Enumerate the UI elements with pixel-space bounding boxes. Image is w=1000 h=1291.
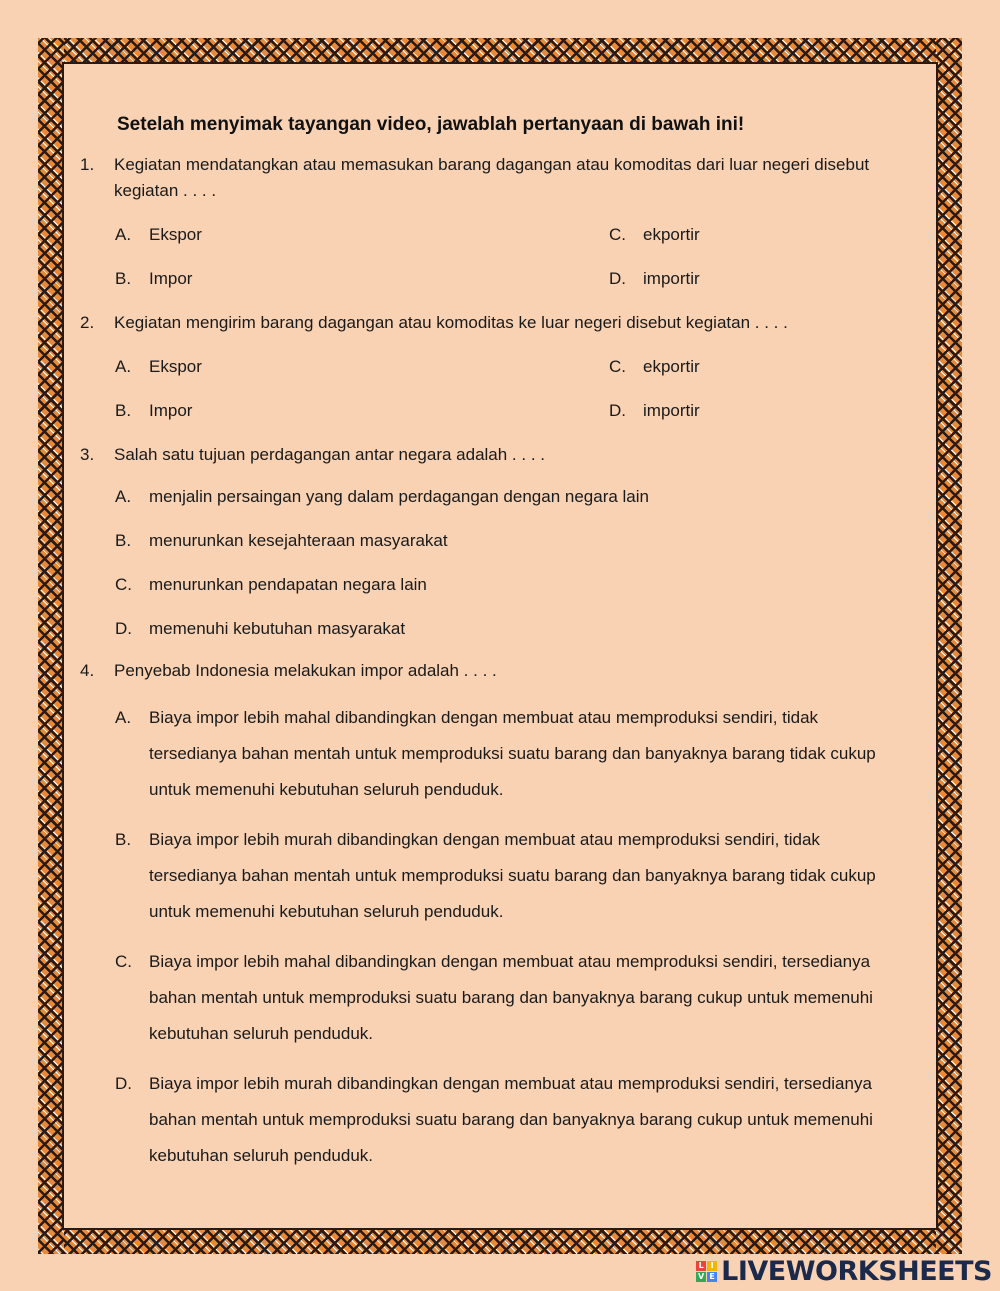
option-text: memenuhi kebutuhan masyarakat: [149, 619, 406, 638]
worksheet-title: Setelah menyimak tayangan video, jawablah pertanyaan di bawah ini!: [117, 114, 745, 135]
question-text: Penyebab Indonesia melakukan impor adalah . . . .: [114, 661, 497, 680]
option-letter: A.: [115, 487, 132, 506]
option-letter: D.: [115, 1074, 132, 1093]
question-text: Salah satu tujuan perdagangan antar negara adalah . . . .: [114, 445, 545, 464]
logo-letter: E: [707, 1272, 717, 1282]
option-text: Biaya impor lebih mahal dibandingkan dengan membuat atau memproduksi sendiri, tidak tersedianya bahan mentah untuk memproduksi suatu barang dan banyaknya barang tidak cukup untuk memenuhi kebutuhan seluruh penduduk.: [149, 708, 876, 799]
question-4: [80, 658, 920, 684]
border-top: [38, 38, 962, 64]
option-b[interactable]: [115, 822, 920, 930]
option-letter: C.: [115, 575, 132, 594]
liveworksheets-logo-icon: [696, 1261, 717, 1282]
border-bottom: [38, 1228, 962, 1254]
option-d[interactable]: [115, 616, 920, 642]
option-text: Biaya impor lebih mahal dibandingkan dengan membuat atau memproduksi sendiri, tersedianya bahan mentah untuk memproduksi suatu barang dan banyaknya barang cukup untuk memenuhi kebutuhan seluruh penduduk.: [149, 952, 873, 1043]
question-1-options: [115, 222, 920, 292]
question-2-options: [115, 354, 920, 424]
option-b[interactable]: [115, 266, 609, 292]
option-text: menurunkan pendapatan negara lain: [149, 575, 427, 594]
option-text: Ekspor: [149, 357, 202, 376]
option-letter: A.: [115, 357, 132, 376]
question-number: 4.: [80, 661, 95, 680]
option-letter: B.: [115, 269, 132, 288]
question-1: [80, 152, 920, 204]
option-letter: D.: [609, 269, 626, 288]
option-letter: C.: [115, 952, 132, 971]
question-number: 2.: [80, 313, 95, 332]
option-text: importir: [643, 401, 700, 420]
option-letter: C.: [609, 225, 626, 244]
option-c[interactable]: [609, 354, 920, 380]
option-a[interactable]: [115, 222, 609, 248]
option-letter: B.: [115, 401, 132, 420]
option-text: Impor: [149, 401, 193, 420]
option-text: Biaya impor lebih murah dibandingkan dengan membuat atau memproduksi sendiri, tersedianya bahan mentah untuk memproduksi suatu barang dan banyaknya barang cukup untuk memenuhi kebutuhan seluruh penduduk.: [149, 1074, 873, 1165]
option-text: menurunkan kesejahteraan masyarakat: [149, 531, 448, 550]
option-letter: B.: [115, 830, 132, 849]
question-number: 1.: [80, 155, 95, 174]
option-b[interactable]: [115, 528, 920, 554]
question-3: [80, 442, 920, 468]
logo-letter: L: [696, 1261, 706, 1271]
option-text: menjalin persaingan yang dalam perdagangan dengan negara lain: [149, 487, 649, 506]
question-2: [80, 310, 920, 336]
option-text: Ekspor: [149, 225, 202, 244]
question-3-options: [115, 484, 920, 642]
watermark-text: LIVEWORKSHEETS: [721, 1256, 992, 1287]
border-left: [38, 38, 64, 1254]
option-text: ekportir: [643, 225, 700, 244]
question-4-options: [115, 700, 920, 1174]
option-text: Impor: [149, 269, 193, 288]
option-letter: D.: [115, 619, 132, 638]
option-letter: B.: [115, 531, 132, 550]
option-text: ekportir: [643, 357, 700, 376]
option-letter: D.: [609, 401, 626, 420]
option-d[interactable]: [609, 266, 920, 292]
logo-letter: I: [707, 1261, 717, 1271]
option-b[interactable]: [115, 398, 609, 424]
option-a[interactable]: [115, 484, 920, 510]
option-c[interactable]: [115, 944, 920, 1052]
option-text: importir: [643, 269, 700, 288]
option-text: Biaya impor lebih murah dibandingkan dengan membuat atau memproduksi sendiri, tidak tersedianya bahan mentah untuk memproduksi suatu barang dan banyaknya barang tidak cukup untuk memenuhi kebutuhan seluruh penduduk.: [149, 830, 876, 921]
option-c[interactable]: [115, 572, 920, 598]
option-letter: A.: [115, 225, 132, 244]
option-letter: C.: [609, 357, 626, 376]
question-text: Kegiatan mengirim barang dagangan atau komoditas ke luar negeri disebut kegiatan . . . .: [114, 313, 788, 332]
option-a[interactable]: [115, 354, 609, 380]
option-a[interactable]: [115, 700, 920, 808]
option-d[interactable]: [609, 398, 920, 424]
border-right: [936, 38, 962, 1254]
question-number: 3.: [80, 445, 95, 464]
worksheet-content: [80, 112, 920, 1188]
liveworksheets-watermark: [696, 1256, 992, 1287]
option-c[interactable]: [609, 222, 920, 248]
logo-letter: V: [698, 1272, 705, 1281]
option-d[interactable]: [115, 1066, 920, 1174]
option-letter: A.: [115, 708, 132, 727]
question-text: Kegiatan mendatangkan atau memasukan barang dagangan atau komoditas dari luar negeri disebut kegiatan . . . .: [114, 155, 870, 200]
